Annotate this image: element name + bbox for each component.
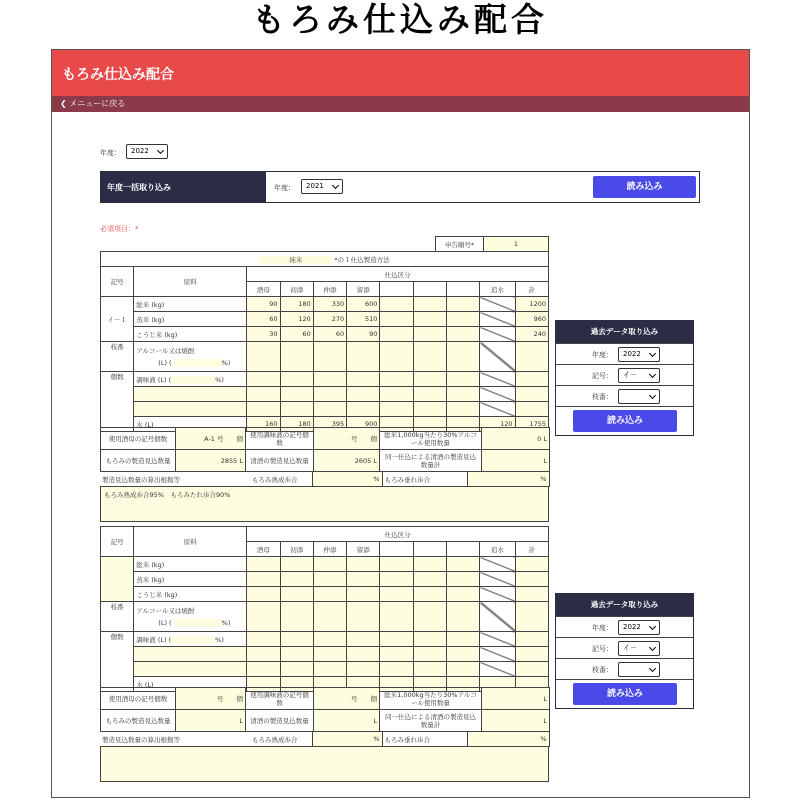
basis-textarea-1[interactable]: もろみ熟成歩合95% もろみたれ歩合90%: [100, 486, 549, 522]
cell-total: 240: [515, 327, 548, 342]
cell-disabled: [480, 602, 515, 632]
table-row: [101, 342, 549, 372]
app-header: [52, 50, 749, 96]
cell-total: [515, 647, 548, 662]
cell-input[interactable]: [380, 312, 413, 327]
cell-input[interactable]: [413, 662, 446, 677]
extra-label-input[interactable]: [134, 647, 247, 662]
cell-input[interactable]: [313, 632, 346, 647]
table-row: [101, 387, 549, 402]
shubo-input[interactable]: A-1 号 個: [176, 428, 246, 450]
cell-input[interactable]: [247, 662, 280, 677]
panel-edaban-label: 枝番：: [592, 393, 613, 401]
cell-input[interactable]: [347, 662, 380, 677]
year-filter-select[interactable]: 2022: [126, 144, 168, 159]
cell-input[interactable]: [446, 587, 479, 602]
sub-col: 初添: [280, 282, 313, 297]
sub-col: [446, 542, 479, 557]
cell-input[interactable]: [413, 327, 446, 342]
sub-col: 追水: [480, 542, 515, 557]
cell-input[interactable]: [446, 602, 479, 632]
cell-input[interactable]: [280, 402, 313, 417]
shubo-input[interactable]: 号 個: [176, 688, 246, 710]
cell-input[interactable]: [280, 387, 313, 402]
sub-col: 計: [515, 282, 548, 297]
panel-kigou-label: 記号：: [592, 372, 613, 380]
cell-input[interactable]: 180: [280, 297, 313, 312]
same-input[interactable]: L: [482, 710, 550, 732]
sub-col: 仲添: [313, 282, 346, 297]
cell-input[interactable]: 510: [347, 312, 380, 327]
sub-col: [380, 282, 413, 297]
row-label: こうじ米 (kg): [134, 587, 247, 602]
table-row: [101, 297, 549, 312]
cell-input[interactable]: [446, 342, 479, 372]
col-kigou: 記号: [101, 527, 134, 557]
cell-input[interactable]: 60: [313, 327, 346, 342]
cell-input[interactable]: [347, 402, 380, 417]
basis-row-1: [100, 471, 550, 487]
cell-input[interactable]: [280, 587, 313, 602]
cell-input[interactable]: 270: [313, 312, 346, 327]
chomi-kigou-input[interactable]: 号 個: [314, 688, 380, 710]
cell-input[interactable]: 120: [280, 312, 313, 327]
cell-disabled: [480, 372, 515, 387]
bulk-import-bar: [100, 171, 700, 203]
cell-input[interactable]: [247, 647, 280, 662]
cell-input[interactable]: [380, 297, 413, 312]
cell-input[interactable]: [380, 342, 413, 372]
cell-input[interactable]: 180: [280, 417, 313, 432]
cell-input[interactable]: [280, 342, 313, 372]
same-label: 同一仕込による清酒の製造見込数量計: [380, 710, 482, 732]
cell-input[interactable]: [380, 557, 413, 572]
cell-total: [515, 602, 548, 632]
cell-input[interactable]: [313, 587, 346, 602]
cell-total: [515, 372, 548, 387]
cell-input[interactable]: [347, 632, 380, 647]
cell-total: [515, 557, 548, 572]
cell-input[interactable]: [347, 587, 380, 602]
cell-input[interactable]: [413, 572, 446, 587]
summary-table-2: [100, 687, 550, 732]
declaration-label: 申告順号*: [436, 237, 484, 252]
panel-year-select[interactable]: 2022: [618, 347, 660, 362]
cell-input[interactable]: [446, 402, 479, 417]
kigou-input[interactable]: [101, 557, 134, 602]
sub-col: 酒母: [247, 542, 280, 557]
cell-input[interactable]: [413, 647, 446, 662]
panel-kigou-select[interactable]: イ－: [618, 368, 660, 383]
cell-input[interactable]: [247, 402, 280, 417]
method-row: [101, 252, 549, 267]
extra-label-input[interactable]: [134, 402, 247, 417]
cell-input[interactable]: [413, 587, 446, 602]
chomi-kigou-input[interactable]: 号 個: [314, 428, 380, 450]
year-filter-label: 年度：: [100, 149, 121, 157]
panel-year-label: 年度：: [592, 351, 613, 359]
col-shikomi: 仕込区分: [247, 267, 549, 282]
cell-input[interactable]: [247, 572, 280, 587]
cell-total: [515, 662, 548, 677]
cell-input[interactable]: [380, 587, 413, 602]
chomi-kigou-label: 使用調味液の記号個数: [246, 428, 314, 450]
required-note: 必須項目：*: [100, 225, 139, 233]
cell-input[interactable]: [380, 387, 413, 402]
method-suffix: *の１仕込製造方法: [334, 255, 390, 264]
cell-input[interactable]: [413, 632, 446, 647]
cell-input[interactable]: [247, 557, 280, 572]
cell-total: 1755: [515, 417, 548, 432]
back-label: メニューに戻る: [69, 99, 126, 108]
cell-input[interactable]: [280, 647, 313, 662]
alcohol-label: アルコール又は焼酎 (L) ( %): [134, 342, 247, 372]
cell-input[interactable]: 160: [247, 417, 280, 432]
cell-disabled: [480, 402, 515, 417]
extra-label-input[interactable]: [134, 662, 247, 677]
table-row: [101, 587, 549, 602]
cell-total: 960: [515, 312, 548, 327]
row-label: 総米 (kg): [134, 557, 247, 572]
moromi-label: もろみの製造見込数量: [101, 450, 176, 472]
shubo-label: 使用酒母の記号個数: [101, 428, 176, 450]
cell-input[interactable]: [313, 647, 346, 662]
cell-disabled: [480, 587, 515, 602]
chomi-pct-input[interactable]: [171, 376, 215, 384]
cell-input[interactable]: [347, 572, 380, 587]
alcohol-pct-input[interactable]: [174, 359, 222, 367]
cell-input[interactable]: [347, 387, 380, 402]
same-label: 同一仕込による清酒の製造見込数量計: [380, 450, 482, 472]
cell-input[interactable]: [280, 372, 313, 387]
cell-input[interactable]: [380, 602, 413, 632]
cell-input[interactable]: [446, 297, 479, 312]
bulk-load-button[interactable]: 読み込み: [593, 176, 696, 198]
cell-input[interactable]: [446, 572, 479, 587]
alcohol30-label: 総米1,000kg当たり30%アルコール使用数量: [380, 428, 482, 450]
kouban-label: 枝番: [101, 602, 134, 632]
alcohol30-input[interactable]: L: [482, 688, 550, 710]
page-heading: もろみ仕込み配合: [252, 0, 548, 39]
sub-col: 留添: [347, 282, 380, 297]
tare-label: もろみ垂れ歩合: [384, 475, 430, 484]
same-input[interactable]: L: [482, 450, 550, 472]
row-label: 蒸米 (kg): [134, 312, 247, 327]
moromi-label: もろみの製造見込数量: [101, 710, 176, 732]
basis-label: 製造見込数量の算出根拠等: [102, 735, 180, 744]
cell-input[interactable]: 60: [247, 312, 280, 327]
moromi-input[interactable]: 2855 L: [176, 450, 246, 472]
panel-year-select[interactable]: 2022: [618, 620, 660, 635]
extra-label-input[interactable]: [134, 387, 247, 402]
cell-input[interactable]: [413, 402, 446, 417]
past-data-panel-1: [555, 320, 694, 436]
cell-input[interactable]: [313, 372, 346, 387]
back-to-menu-link[interactable]: [52, 96, 749, 112]
cell-input[interactable]: [280, 557, 313, 572]
jukusei-input[interactable]: %: [312, 732, 382, 747]
chomi-pct-input[interactable]: [171, 636, 215, 644]
panel-year-label: 年度：: [592, 624, 613, 632]
seishu-label: 清酒の製造見込数量: [246, 450, 314, 472]
cell-disabled: [480, 557, 515, 572]
cell-input[interactable]: [247, 602, 280, 632]
cell-input[interactable]: [280, 632, 313, 647]
row-label: 水 (L): [134, 677, 247, 692]
sub-col: 酒母: [247, 282, 280, 297]
alcohol30-label: 総米1,000kg当たり30%アルコール使用数量: [380, 688, 482, 710]
past-data-panel-2: [555, 593, 694, 709]
cell-input[interactable]: [446, 557, 479, 572]
kosu-label: 個数: [101, 372, 134, 432]
panel-title: 過去データ取り込み: [556, 594, 693, 616]
cell-disabled: [480, 327, 515, 342]
cell-input[interactable]: [313, 662, 346, 677]
sub-col: 留添: [347, 542, 380, 557]
sub-col: 計: [515, 542, 548, 557]
shubo-label: 使用酒母の記号個数: [101, 688, 176, 710]
sub-col: [413, 282, 446, 297]
panel-kigou-select[interactable]: イ－: [618, 641, 660, 656]
sub-col: 仲添: [313, 542, 346, 557]
cell-input[interactable]: [413, 387, 446, 402]
cell-input[interactable]: [347, 342, 380, 372]
jukusei-label: もろみ熟成歩合: [252, 475, 298, 484]
sub-col: 追水: [480, 282, 515, 297]
panel-kigou-label: 記号：: [592, 645, 613, 653]
cell-input[interactable]: [413, 372, 446, 387]
cell-disabled: [480, 647, 515, 662]
cell-input[interactable]: 120: [480, 417, 515, 432]
cell-disabled: [480, 632, 515, 647]
sub-col: [413, 542, 446, 557]
cell-input[interactable]: [380, 327, 413, 342]
basis-label: 製造見込数量の算出根拠等: [102, 475, 180, 484]
summary-table-1: [100, 427, 550, 472]
cell-input[interactable]: [347, 557, 380, 572]
table-row: [101, 557, 549, 572]
cell-input[interactable]: [413, 557, 446, 572]
tare-input[interactable]: %: [467, 732, 549, 747]
back-arrow-icon: ❮: [60, 99, 70, 108]
table-row: [101, 647, 549, 662]
table-row: [101, 327, 549, 342]
cell-input[interactable]: 60: [280, 327, 313, 342]
seishu-label: 清酒の製造見込数量: [246, 710, 314, 732]
cell-input[interactable]: [313, 402, 346, 417]
cell-input[interactable]: [446, 632, 479, 647]
cell-input[interactable]: 30: [247, 327, 280, 342]
cell-total: [515, 342, 548, 372]
kouban-label: 枝番: [101, 342, 134, 372]
basis-row-2: [100, 731, 550, 747]
panel-load-button[interactable]: 読み込み: [573, 410, 677, 432]
seishu-input[interactable]: L: [314, 710, 380, 732]
declaration-number: [435, 236, 549, 252]
cell-input[interactable]: [446, 387, 479, 402]
cell-input[interactable]: [280, 602, 313, 632]
cell-input[interactable]: [446, 372, 479, 387]
table-row: [101, 312, 549, 327]
cell-input[interactable]: [413, 342, 446, 372]
cell-input[interactable]: [446, 327, 479, 342]
row-label: 水 (L): [134, 417, 247, 432]
cell-input[interactable]: [380, 572, 413, 587]
kosu-label: 個数: [101, 632, 134, 692]
cell-input[interactable]: [280, 572, 313, 587]
cell-disabled: [480, 312, 515, 327]
tare-label: もろみ垂れ歩合: [384, 735, 430, 744]
cell-input[interactable]: [347, 602, 380, 632]
cell-input[interactable]: [413, 602, 446, 632]
chomi-label: 調味液 (L) ( %): [134, 632, 247, 647]
cell-input[interactable]: [347, 647, 380, 662]
cell-total: [515, 402, 548, 417]
header-title: もろみ仕込み配合: [62, 67, 174, 83]
table-row: [101, 572, 549, 587]
moromi-input[interactable]: L: [176, 710, 246, 732]
table-row: [101, 372, 549, 387]
app-window: [51, 49, 750, 798]
cell-total: [515, 632, 548, 647]
basis-textarea-2[interactable]: [100, 746, 549, 782]
cell-total: [515, 387, 548, 402]
alcohol30-input[interactable]: 0 L: [482, 428, 550, 450]
cell-input[interactable]: 395: [313, 417, 346, 432]
cell-input[interactable]: [247, 632, 280, 647]
col-genryo: 原料: [134, 527, 247, 557]
cell-input[interactable]: [380, 402, 413, 417]
chomi-label: 調味液 (L) ( %): [134, 372, 247, 387]
panel-edaban-select[interactable]: [618, 662, 660, 677]
cell-input[interactable]: 600: [347, 297, 380, 312]
cell-input[interactable]: [347, 372, 380, 387]
cell-input[interactable]: [280, 662, 313, 677]
cell-input[interactable]: 330: [313, 297, 346, 312]
panel-load-button[interactable]: 読み込み: [573, 683, 677, 705]
cell-input[interactable]: [380, 662, 413, 677]
cell-input[interactable]: [313, 342, 346, 372]
table-row: [101, 402, 549, 417]
cell-input[interactable]: [313, 572, 346, 587]
cell-disabled: [480, 297, 515, 312]
tare-input[interactable]: %: [467, 472, 549, 487]
cell-input[interactable]: [247, 587, 280, 602]
sub-col: [380, 542, 413, 557]
cell-input[interactable]: [247, 342, 280, 372]
cell-disabled: [480, 342, 515, 372]
jukusei-label: もろみ熟成歩合: [252, 735, 298, 744]
panel-title: 過去データ取り込み: [556, 321, 693, 343]
alcohol-pct-input[interactable]: [174, 619, 222, 627]
sub-col: 初添: [280, 542, 313, 557]
method-type-input[interactable]: 純米: [259, 256, 332, 264]
col-genryo: 原料: [134, 267, 247, 297]
cell-total: [515, 587, 548, 602]
bulk-year-select[interactable]: 2021: [301, 179, 343, 194]
row-label: 蒸米 (kg): [134, 572, 247, 587]
cell-input[interactable]: [446, 312, 479, 327]
cell-input[interactable]: [247, 372, 280, 387]
table-row: [101, 632, 549, 647]
sub-col: [446, 282, 479, 297]
declaration-input[interactable]: 1: [484, 237, 549, 252]
col-kigou: 記号: [101, 267, 134, 297]
jukusei-input[interactable]: %: [312, 472, 382, 487]
cell-disabled: [480, 572, 515, 587]
formula-table-2: [100, 526, 549, 692]
cell-input[interactable]: [380, 372, 413, 387]
cell-input[interactable]: [413, 312, 446, 327]
cell-input[interactable]: [446, 647, 479, 662]
table-row: [101, 662, 549, 677]
cell-input[interactable]: 900: [347, 417, 380, 432]
bulk-import-title: 年度一括取り込み: [101, 172, 266, 202]
chomi-kigou-label: 使用調味液の記号個数: [246, 688, 314, 710]
cell-total: 1200: [515, 297, 548, 312]
panel-edaban-label: 枝番：: [592, 666, 613, 674]
kigou-value: イ－１: [101, 297, 134, 342]
cell-input[interactable]: 90: [347, 327, 380, 342]
cell-input[interactable]: [413, 297, 446, 312]
col-shikomi: 仕込区分: [247, 527, 549, 542]
cell-input[interactable]: [380, 632, 413, 647]
bulk-year-label: 年度：: [274, 184, 295, 192]
row-label: 総米 (kg): [134, 297, 247, 312]
cell-input[interactable]: [247, 387, 280, 402]
cell-total: [515, 572, 548, 587]
cell-input[interactable]: [313, 557, 346, 572]
cell-input[interactable]: [446, 662, 479, 677]
cell-input[interactable]: [313, 602, 346, 632]
row-label: こうじ米 (kg): [134, 327, 247, 342]
table-row: [101, 602, 549, 632]
cell-input[interactable]: [380, 647, 413, 662]
cell-disabled: [480, 387, 515, 402]
cell-disabled: [480, 662, 515, 677]
cell-input[interactable]: [313, 387, 346, 402]
cell-input[interactable]: 90: [247, 297, 280, 312]
alcohol-label: アルコール又は焼酎 (L) ( %): [134, 602, 247, 632]
panel-edaban-select[interactable]: [618, 389, 660, 404]
seishu-input[interactable]: 2605 L: [314, 450, 380, 472]
formula-table-1: [100, 251, 549, 432]
